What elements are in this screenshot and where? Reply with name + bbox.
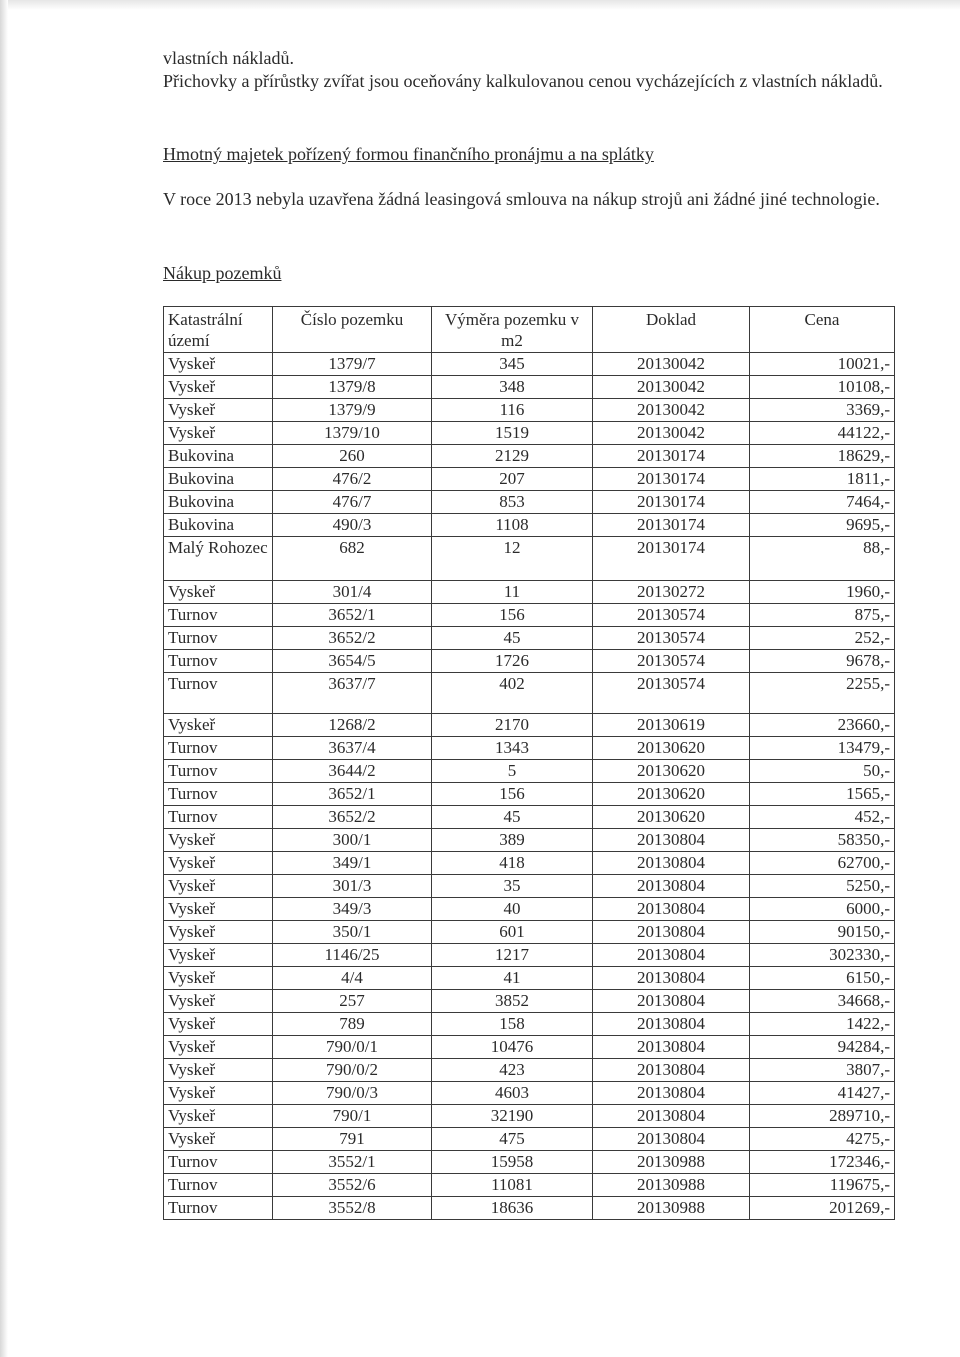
cell-cadastral-area: Vyskeř: [164, 875, 273, 898]
cell-parcel-number: 1379/7: [273, 353, 432, 376]
cell-parcel-size: 389: [432, 829, 593, 852]
cell-parcel-number: 3652/1: [273, 783, 432, 806]
cell-parcel-number: 3552/1: [273, 1151, 432, 1174]
cell-parcel-size: 475: [432, 1128, 593, 1151]
scan-edge-left: [0, 0, 8, 1357]
cell-cadastral-area: Turnov: [164, 604, 273, 627]
cell-price: 1811,-: [750, 468, 895, 491]
table-row: [164, 376, 895, 399]
intro-line-1: vlastních nákladů.: [163, 48, 294, 68]
cell-parcel-number: 1379/8: [273, 376, 432, 399]
cell-price: 44122,-: [750, 422, 895, 445]
table-row: [164, 422, 895, 445]
cell-parcel-number: 789: [273, 1013, 432, 1036]
cell-price: 302330,-: [750, 944, 895, 967]
cell-parcel-number: 3552/8: [273, 1197, 432, 1220]
table-row: [164, 627, 895, 650]
cell-price: 7464,-: [750, 491, 895, 514]
section-heading-land-purchase: Nákup pozemků: [163, 263, 282, 283]
cell-cadastral-area: Vyskeř: [164, 1128, 273, 1151]
cell-cadastral-area: Vyskeř: [164, 1013, 273, 1036]
cell-document: 20130174: [593, 491, 750, 514]
table-row: [164, 445, 895, 468]
table-body: [164, 353, 895, 1220]
cell-document: 20130620: [593, 737, 750, 760]
cell-parcel-number: 790/0/3: [273, 1082, 432, 1105]
cell-parcel-number: 1379/10: [273, 422, 432, 445]
cell-price: 18629,-: [750, 445, 895, 468]
cell-document: 20130804: [593, 829, 750, 852]
cell-document: 20130988: [593, 1174, 750, 1197]
cell-price: 9695,-: [750, 514, 895, 537]
cell-parcel-size: 5: [432, 760, 593, 783]
cell-price: 62700,-: [750, 852, 895, 875]
cell-price: 5250,-: [750, 875, 895, 898]
cell-parcel-number: 350/1: [273, 921, 432, 944]
cell-cadastral-area: Turnov: [164, 1151, 273, 1174]
cell-cadastral-area: Vyskeř: [164, 944, 273, 967]
table-row: [164, 1128, 895, 1151]
header-document: Doklad: [593, 307, 750, 353]
cell-cadastral-area: Turnov: [164, 783, 273, 806]
cell-document: 20130619: [593, 714, 750, 737]
header-price: Cena: [750, 307, 895, 353]
cell-price: 9678,-: [750, 650, 895, 673]
cell-cadastral-area: Turnov: [164, 673, 273, 714]
cell-cadastral-area: Turnov: [164, 627, 273, 650]
cell-parcel-size: 2170: [432, 714, 593, 737]
cell-parcel-number: 257: [273, 990, 432, 1013]
table-row: [164, 1013, 895, 1036]
cell-document: 20130574: [593, 627, 750, 650]
cell-document: 20130574: [593, 604, 750, 627]
land-purchase-table: [163, 306, 895, 1220]
cell-price: 41427,-: [750, 1082, 895, 1105]
cell-parcel-number: 490/3: [273, 514, 432, 537]
cell-cadastral-area: Turnov: [164, 1174, 273, 1197]
cell-parcel-size: 1343: [432, 737, 593, 760]
cell-cadastral-area: Vyskeř: [164, 967, 273, 990]
cell-document: 20130574: [593, 673, 750, 714]
cell-parcel-number: 4/4: [273, 967, 432, 990]
table-row: [164, 581, 895, 604]
cell-cadastral-area: Vyskeř: [164, 399, 273, 422]
table-row: [164, 1082, 895, 1105]
cell-price: 3369,-: [750, 399, 895, 422]
cell-cadastral-area: Vyskeř: [164, 829, 273, 852]
cell-price: 201269,-: [750, 1197, 895, 1220]
cell-parcel-number: 3652/2: [273, 806, 432, 829]
cell-parcel-size: 402: [432, 673, 593, 714]
cell-parcel-number: 1146/25: [273, 944, 432, 967]
cell-price: 13479,-: [750, 737, 895, 760]
cell-parcel-number: 476/2: [273, 468, 432, 491]
cell-parcel-size: 158: [432, 1013, 593, 1036]
table-row: [164, 783, 895, 806]
cell-parcel-number: 682: [273, 537, 432, 581]
cell-price: 172346,-: [750, 1151, 895, 1174]
cell-price: 88,-: [750, 537, 895, 581]
table-row: [164, 829, 895, 852]
table-row: [164, 673, 895, 714]
cell-parcel-number: 3654/5: [273, 650, 432, 673]
cell-price: 6150,-: [750, 967, 895, 990]
cell-price: 875,-: [750, 604, 895, 627]
cell-cadastral-area: Turnov: [164, 806, 273, 829]
leasing-paragraph: V roce 2013 nebyla uzavřena žádná leasingová smlouva na nákup strojů ani žádné jiné technologie.: [163, 189, 880, 209]
cell-cadastral-area: Vyskeř: [164, 921, 273, 944]
cell-cadastral-area: Vyskeř: [164, 422, 273, 445]
cell-cadastral-area: Malý Rohozec: [164, 537, 273, 581]
cell-cadastral-area: Bukovina: [164, 514, 273, 537]
cell-cadastral-area: Turnov: [164, 650, 273, 673]
cell-parcel-number: 3644/2: [273, 760, 432, 783]
cell-cadastral-area: Vyskeř: [164, 898, 273, 921]
cell-document: 20130804: [593, 967, 750, 990]
cell-price: 58350,-: [750, 829, 895, 852]
cell-cadastral-area: Vyskeř: [164, 1036, 273, 1059]
cell-parcel-size: 418: [432, 852, 593, 875]
cell-document: 20130988: [593, 1197, 750, 1220]
cell-document: 20130804: [593, 852, 750, 875]
cell-parcel-number: 301/3: [273, 875, 432, 898]
cell-parcel-number: 301/4: [273, 581, 432, 604]
cell-document: 20130804: [593, 1082, 750, 1105]
cell-document: 20130804: [593, 898, 750, 921]
cell-document: 20130804: [593, 1128, 750, 1151]
cell-parcel-size: 1726: [432, 650, 593, 673]
cell-cadastral-area: Bukovina: [164, 445, 273, 468]
cell-price: 1422,-: [750, 1013, 895, 1036]
cell-parcel-size: 40: [432, 898, 593, 921]
cell-price: 10021,-: [750, 353, 895, 376]
cell-parcel-number: 349/1: [273, 852, 432, 875]
cell-price: 1960,-: [750, 581, 895, 604]
table-row: [164, 898, 895, 921]
table-row: [164, 1174, 895, 1197]
cell-parcel-size: 1217: [432, 944, 593, 967]
cell-cadastral-area: Vyskeř: [164, 714, 273, 737]
cell-parcel-number: 3552/6: [273, 1174, 432, 1197]
cell-cadastral-area: Turnov: [164, 737, 273, 760]
cell-document: 20130804: [593, 921, 750, 944]
cell-parcel-size: 853: [432, 491, 593, 514]
cell-document: 20130804: [593, 990, 750, 1013]
cell-cadastral-area: Vyskeř: [164, 376, 273, 399]
cell-document: 20130620: [593, 806, 750, 829]
cell-price: 119675,-: [750, 1174, 895, 1197]
table-row: [164, 1036, 895, 1059]
cell-document: 20130174: [593, 445, 750, 468]
cell-price: 94284,-: [750, 1036, 895, 1059]
header-parcel-size: Výměra pozemku v m2: [432, 307, 593, 353]
cell-document: 20130042: [593, 376, 750, 399]
cell-document: 20130804: [593, 875, 750, 898]
cell-parcel-number: 300/1: [273, 829, 432, 852]
table-row: [164, 604, 895, 627]
table-row: [164, 650, 895, 673]
cell-price: 90150,-: [750, 921, 895, 944]
cell-parcel-size: 156: [432, 783, 593, 806]
header-parcel-number: Číslo pozemku: [273, 307, 432, 353]
table-row: [164, 1197, 895, 1220]
cell-parcel-size: 15958: [432, 1151, 593, 1174]
cell-parcel-number: 1379/9: [273, 399, 432, 422]
cell-cadastral-area: Bukovina: [164, 468, 273, 491]
cell-cadastral-area: Bukovina: [164, 491, 273, 514]
cell-parcel-size: 11081: [432, 1174, 593, 1197]
cell-price: 50,-: [750, 760, 895, 783]
cell-price: 289710,-: [750, 1105, 895, 1128]
scan-edge-top: [0, 0, 960, 10]
cell-cadastral-area: Vyskeř: [164, 990, 273, 1013]
cell-price: 34668,-: [750, 990, 895, 1013]
cell-parcel-number: 3637/4: [273, 737, 432, 760]
cell-cadastral-area: Vyskeř: [164, 852, 273, 875]
cell-document: 20130620: [593, 760, 750, 783]
cell-price: 452,-: [750, 806, 895, 829]
cell-parcel-size: 3852: [432, 990, 593, 1013]
cell-parcel-number: 791: [273, 1128, 432, 1151]
table-row: [164, 1059, 895, 1082]
table-row: [164, 514, 895, 537]
cell-document: 20130174: [593, 514, 750, 537]
cell-parcel-size: 348: [432, 376, 593, 399]
cell-parcel-size: 41: [432, 967, 593, 990]
cell-document: 20130620: [593, 783, 750, 806]
cell-price: 10108,-: [750, 376, 895, 399]
cell-parcel-size: 35: [432, 875, 593, 898]
cell-parcel-size: 345: [432, 353, 593, 376]
cell-document: 20130042: [593, 399, 750, 422]
cell-cadastral-area: Vyskeř: [164, 1082, 273, 1105]
cell-parcel-number: 349/3: [273, 898, 432, 921]
cell-price: 2255,-: [750, 673, 895, 714]
table-row: [164, 737, 895, 760]
cell-parcel-size: 32190: [432, 1105, 593, 1128]
cell-document: 20130804: [593, 1059, 750, 1082]
table-row: [164, 875, 895, 898]
cell-parcel-size: 45: [432, 806, 593, 829]
cell-parcel-size: 1108: [432, 514, 593, 537]
cell-parcel-number: 790/0/2: [273, 1059, 432, 1082]
cell-cadastral-area: Vyskeř: [164, 353, 273, 376]
intro-paragraph: [163, 47, 903, 93]
table-row: [164, 1105, 895, 1128]
cell-cadastral-area: Turnov: [164, 1197, 273, 1220]
cell-parcel-number: 3652/2: [273, 627, 432, 650]
table-row: [164, 990, 895, 1013]
cell-parcel-size: 2129: [432, 445, 593, 468]
cell-document: 20130804: [593, 1013, 750, 1036]
cell-cadastral-area: Vyskeř: [164, 1105, 273, 1128]
cell-price: 6000,-: [750, 898, 895, 921]
table-header-row: [164, 307, 895, 353]
table-row: [164, 537, 895, 581]
table-row: [164, 852, 895, 875]
cell-parcel-size: 423: [432, 1059, 593, 1082]
cell-cadastral-area: Vyskeř: [164, 581, 273, 604]
cell-parcel-size: 10476: [432, 1036, 593, 1059]
table-row: [164, 491, 895, 514]
cell-parcel-size: 207: [432, 468, 593, 491]
table-row: [164, 353, 895, 376]
cell-parcel-size: 601: [432, 921, 593, 944]
cell-document: 20130042: [593, 422, 750, 445]
cell-document: 20130804: [593, 1036, 750, 1059]
cell-price: 1565,-: [750, 783, 895, 806]
table-row: [164, 1151, 895, 1174]
cell-price: 23660,-: [750, 714, 895, 737]
table-row: [164, 714, 895, 737]
cell-parcel-number: 1268/2: [273, 714, 432, 737]
cell-parcel-number: 3637/7: [273, 673, 432, 714]
cell-document: 20130174: [593, 468, 750, 491]
table-row: [164, 760, 895, 783]
cell-parcel-number: 790/1: [273, 1105, 432, 1128]
table-row: [164, 468, 895, 491]
cell-document: 20130042: [593, 353, 750, 376]
cell-parcel-size: 156: [432, 604, 593, 627]
cell-parcel-number: 790/0/1: [273, 1036, 432, 1059]
cell-parcel-number: 260: [273, 445, 432, 468]
cell-parcel-size: 116: [432, 399, 593, 422]
cell-parcel-number: 476/7: [273, 491, 432, 514]
cell-price: 4275,-: [750, 1128, 895, 1151]
table-row: [164, 967, 895, 990]
cell-parcel-size: 45: [432, 627, 593, 650]
cell-price: 3807,-: [750, 1059, 895, 1082]
cell-document: 20130574: [593, 650, 750, 673]
intro-line-2: Přichovky a přírůstky zvířat jsou oceňovány kalkulovanou cenou vycházejících z vlastních nákladů.: [163, 71, 883, 91]
table-row: [164, 399, 895, 422]
header-cadastral-area: Katastrální území: [164, 307, 273, 353]
cell-document: 20130174: [593, 537, 750, 581]
cell-document: 20130988: [593, 1151, 750, 1174]
cell-cadastral-area: Vyskeř: [164, 1059, 273, 1082]
cell-parcel-size: 11: [432, 581, 593, 604]
cell-document: 20130804: [593, 944, 750, 967]
cell-parcel-number: 3652/1: [273, 604, 432, 627]
cell-parcel-size: 4603: [432, 1082, 593, 1105]
section-heading-leasing: Hmotný majetek pořízený formou finančního pronájmu a na splátky: [163, 144, 654, 164]
cell-price: 252,-: [750, 627, 895, 650]
table-row: [164, 806, 895, 829]
table-row: [164, 921, 895, 944]
table-row: [164, 944, 895, 967]
cell-parcel-size: 12: [432, 537, 593, 581]
cell-document: 20130272: [593, 581, 750, 604]
cell-parcel-size: 1519: [432, 422, 593, 445]
cell-parcel-size: 18636: [432, 1197, 593, 1220]
cell-cadastral-area: Turnov: [164, 760, 273, 783]
cell-document: 20130804: [593, 1105, 750, 1128]
